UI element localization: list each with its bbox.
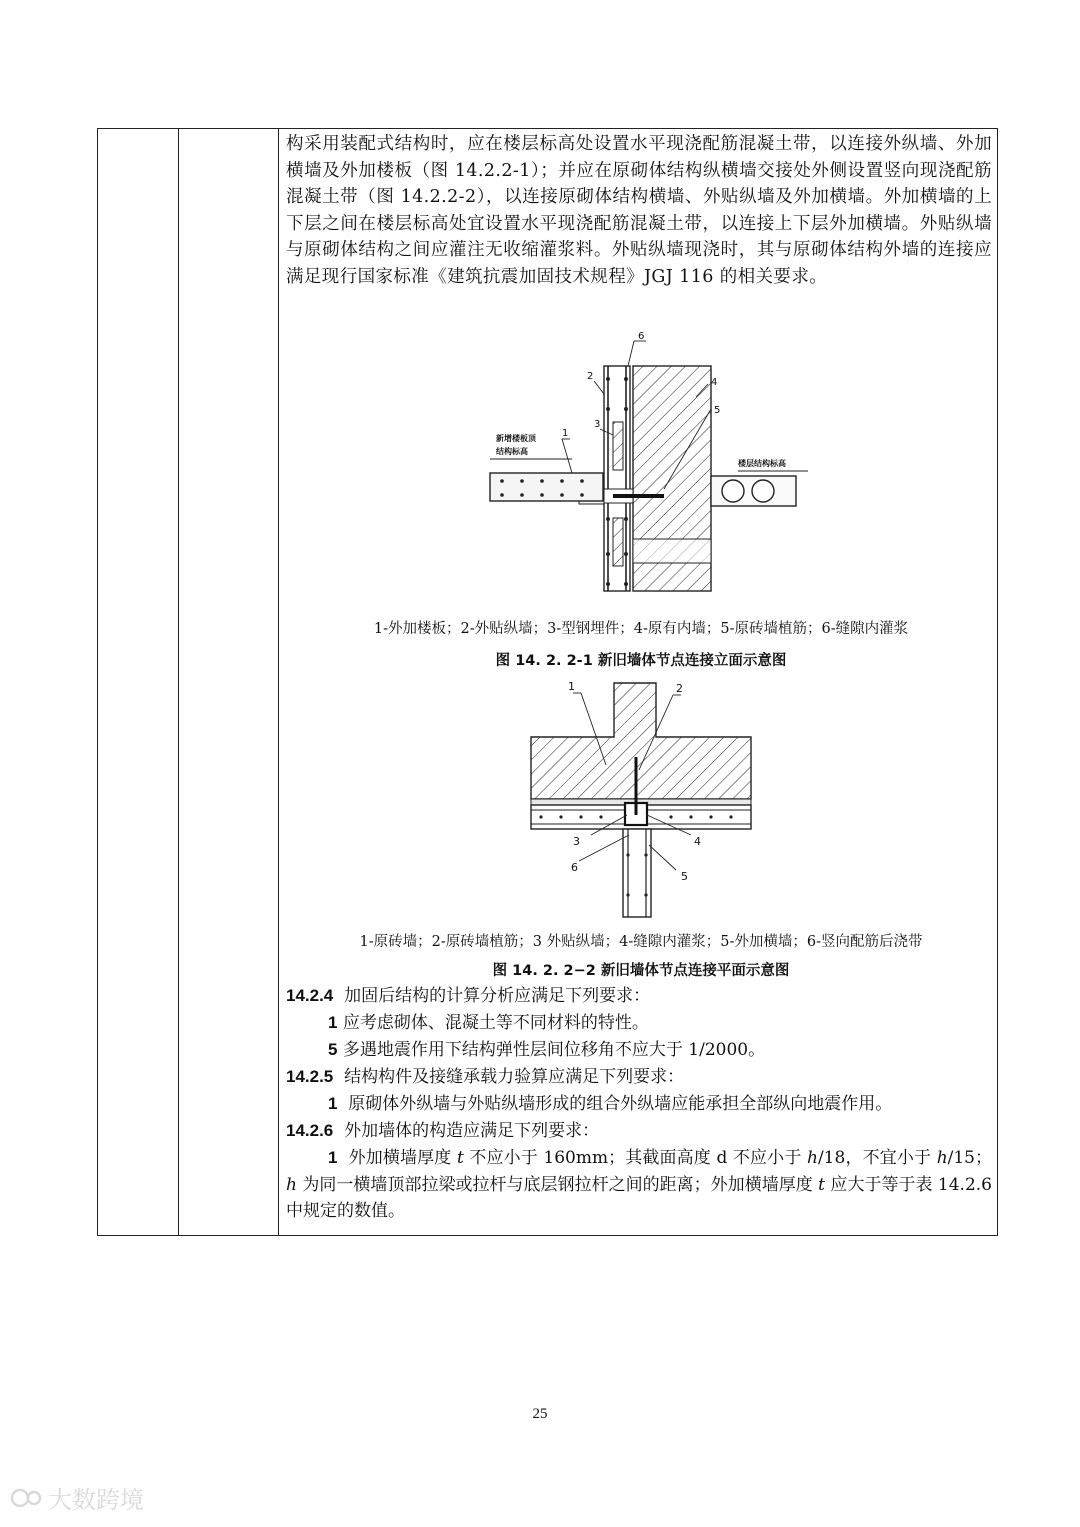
clause-item: 1 原砌体外纵墙与外贴纵墙形成的组合外纵墙应能承担全部纵向地震作用。 xyxy=(328,1094,893,1114)
svg-text:2: 2 xyxy=(676,682,683,695)
svg-text:6: 6 xyxy=(571,861,578,874)
watermark-logo-icon xyxy=(10,1486,44,1510)
intro-paragraph: 构采用装配式结构时，应在楼层标高处设置水平现浇配筋混凝土带，以连接外纵墙、外加横墙及外加楼板（图 14.2.2-1）；并应在原砌体结构纵横墙交接处外侧设置竖向现浇配筋混凝土带（图 14.2.2-2），以连接原砌体结构横墙、外贴纵墙及外加横墙。外加横墙的上下层之间在楼层标高处宜设置水平现浇配筋混凝土带，以连接上下层外加横墙。外贴纵墙与原砌体结构之间应灌注无收缩灌浆料。外贴纵墙现浇时，其与原砌体结构外墙的连接应满足现行国家标准《建筑抗震加固技术规程》JGJ 116 的相关要求。 xyxy=(286,134,992,287)
clause-item: 1 应考虑砌体、混凝土等不同材料的特性。 xyxy=(328,1013,649,1033)
clause-14-2-6: 14.2.6 外加墙体的构造应满足下列要求： xyxy=(286,1121,600,1141)
figure1-legend: 1-外加楼板；2-外贴纵墙；3-型钢埋件；4-原有内墙；5-原砖墙植筋；6-缝隙内灌浆 xyxy=(373,621,909,637)
steel-embed xyxy=(613,422,623,470)
clause-14-2-5: 14.2.5 结构构件及接缝承载力验算应满足下列要求： xyxy=(286,1067,685,1087)
svg-text:1: 1 xyxy=(562,428,569,439)
svg-text:5: 5 xyxy=(681,870,688,883)
figure-elevation-slab xyxy=(482,419,612,504)
page-number: 25 xyxy=(532,1406,548,1422)
svg-text:5: 5 xyxy=(714,405,721,416)
clause-14-2-4: 14.2.4 加固后结构的计算分析应满足下列要求： xyxy=(286,986,651,1006)
original-brick-wall xyxy=(531,683,751,799)
figure2-legend: 1-原砖墙；2-原砖墙植筋；3 外贴纵墙；4-缝隙内灌浆；5-外加横墙；6-竖向配筋后浇带 xyxy=(359,934,923,950)
column-divider xyxy=(178,129,179,1235)
added-cross-wall xyxy=(623,829,651,917)
svg-text:4: 4 xyxy=(711,377,718,388)
clause-item-last: 1 外加横墙厚度 t 不应小于 160mm；其截面高度 d 不应小于 h/18，不宜小于 h/15；h 为同一横墙顶部拉梁或拉杆与底层钢拉杆之间的距离；外加横墙厚度 t 应大于等于表 14.2.6 中规定的数值。 xyxy=(286,1148,992,1221)
figure2-caption: 图 14. 2. 2−2 新旧墙体节点连接平面示意图 xyxy=(492,963,790,979)
struct-level-label: 结构标高 xyxy=(496,447,528,456)
new-floor-label: 新增楼板顶 xyxy=(496,434,536,443)
svg-text:3: 3 xyxy=(573,835,580,848)
watermark: 大数跨境 xyxy=(10,1480,144,1515)
svg-text:2: 2 xyxy=(587,371,594,382)
svg-text:1: 1 xyxy=(568,680,575,693)
figure-plan-diagram xyxy=(531,675,761,917)
svg-text:4: 4 xyxy=(694,835,701,848)
svg-text:楼层结构标高: 楼层结构标高 xyxy=(738,459,786,468)
spec-table xyxy=(97,128,998,1236)
figure1-caption: 图 14. 2. 2-1 新旧墙体节点连接立面示意图 xyxy=(495,653,787,669)
floor-level-note xyxy=(738,454,818,484)
svg-text:6: 6 xyxy=(638,331,645,342)
clause-item: 5 多遇地震作用下结构弹性层间位移角不应大于 1/2000。 xyxy=(328,1040,766,1060)
column-divider xyxy=(278,129,279,1235)
svg-text:3: 3 xyxy=(594,419,601,430)
